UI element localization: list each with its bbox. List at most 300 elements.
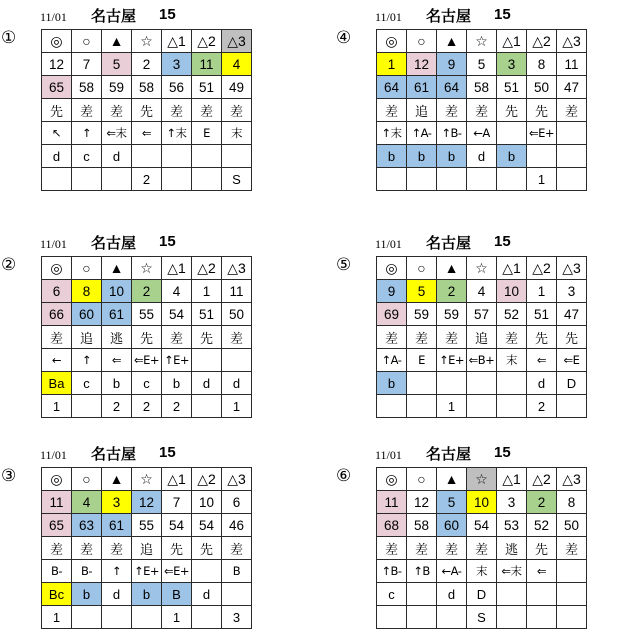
grid-cell: 追 <box>132 537 162 560</box>
grid-cell <box>527 583 557 606</box>
grid-cell: 5 <box>467 53 497 76</box>
grid-cell <box>72 606 102 629</box>
race-number: 15 <box>159 6 176 23</box>
grid-cell: △2 <box>527 30 557 53</box>
grid-cell <box>467 168 497 191</box>
grid-cell: ⇐ <box>527 349 557 372</box>
grid-cell: 11 <box>557 53 587 76</box>
grid-cell <box>192 168 222 191</box>
grid-cell: c <box>377 583 407 606</box>
grid-cell: 先 <box>527 326 557 349</box>
grid-row <box>42 606 252 629</box>
grid-cell: 差 <box>437 326 467 349</box>
grid-cell <box>222 145 252 168</box>
prediction-grid <box>376 467 587 629</box>
grid-cell: 先 <box>192 537 222 560</box>
grid-row <box>42 257 252 280</box>
grid-row <box>377 30 587 53</box>
grid-cell <box>437 606 467 629</box>
grid-cell: 1 <box>222 395 252 418</box>
grid-cell: 50 <box>557 514 587 537</box>
grid-cell: ↑ <box>72 349 102 372</box>
grid-cell <box>467 372 497 395</box>
grid-cell <box>377 606 407 629</box>
grid-cell: ↑ <box>72 122 102 145</box>
grid-cell: 52 <box>497 303 527 326</box>
grid-cell: 差 <box>162 99 192 122</box>
grid-row <box>42 468 252 491</box>
grid-cell: △3 <box>557 257 587 280</box>
grid-cell: b <box>377 145 407 168</box>
panel-6 <box>335 440 635 640</box>
grid-cell <box>467 395 497 418</box>
grid-cell: b <box>102 372 132 395</box>
grid-cell: ⇐ <box>527 560 557 583</box>
grid-cell: ↑A- <box>377 349 407 372</box>
grid-cell: ⇐ <box>132 122 162 145</box>
grid-cell: B <box>162 583 192 606</box>
grid-cell: 差 <box>407 326 437 349</box>
grid-cell: 1 <box>377 53 407 76</box>
grid-cell: 11 <box>377 491 407 514</box>
prediction-grid <box>41 467 252 629</box>
grid-cell: 7 <box>72 53 102 76</box>
grid-row <box>42 349 252 372</box>
grid-cell: 10 <box>102 280 132 303</box>
grid-cell: ◎ <box>42 257 72 280</box>
grid-cell: △3 <box>222 30 252 53</box>
grid-row <box>377 168 587 191</box>
grid-cell: ◎ <box>42 30 72 53</box>
grid-cell: △1 <box>497 257 527 280</box>
grid-cell <box>497 606 527 629</box>
grid-cell <box>222 583 252 606</box>
panel-header <box>0 229 300 255</box>
grid-cell: ◎ <box>377 30 407 53</box>
grid-cell: 差 <box>72 537 102 560</box>
grid-cell: 7 <box>162 491 192 514</box>
grid-cell <box>557 145 587 168</box>
grid-cell: 差 <box>192 99 222 122</box>
grid-cell: 59 <box>437 303 467 326</box>
grid-cell <box>557 395 587 418</box>
date-label: 11/01 <box>40 10 67 24</box>
grid-cell: ⇐E <box>557 349 587 372</box>
grid-row <box>377 257 587 280</box>
grid-cell: 64 <box>377 76 407 99</box>
grid-cell: ◎ <box>377 468 407 491</box>
grid-cell: 12 <box>407 53 437 76</box>
date-label: 11/01 <box>40 448 67 462</box>
grid-cell: ⇐ <box>102 349 132 372</box>
grid-cell: S <box>222 168 252 191</box>
grid-cell: 55 <box>132 303 162 326</box>
grid-cell: ⇐E+ <box>132 349 162 372</box>
grid-cell: d <box>102 145 132 168</box>
grid-cell: 65 <box>42 76 72 99</box>
grid-cell: b <box>72 583 102 606</box>
grid-cell: 51 <box>192 303 222 326</box>
grid-cell: ←A- <box>437 560 467 583</box>
grid-row <box>377 99 587 122</box>
grid-cell: ↑E+ <box>162 349 192 372</box>
grid-cell: 差 <box>102 537 132 560</box>
grid-cell: 差 <box>42 537 72 560</box>
grid-cell: 先 <box>162 537 192 560</box>
grid-cell: ☆ <box>132 257 162 280</box>
grid-cell: B- <box>72 560 102 583</box>
grid-cell <box>497 583 527 606</box>
race-number: 15 <box>494 233 511 250</box>
grid-cell: △2 <box>192 468 222 491</box>
grid-row <box>377 326 587 349</box>
grid-row <box>377 537 587 560</box>
grid-cell: 追 <box>407 99 437 122</box>
grid-cell: △1 <box>162 257 192 280</box>
grid-cell: ⇐E+ <box>162 560 192 583</box>
grid-cell <box>162 145 192 168</box>
grid-cell: ⇐末 <box>102 122 132 145</box>
grid-cell: △1 <box>162 468 192 491</box>
grid-row <box>377 76 587 99</box>
grid-cell: ○ <box>407 468 437 491</box>
grid-cell: ☆ <box>467 257 497 280</box>
grid-cell <box>132 145 162 168</box>
grid-cell: 51 <box>192 76 222 99</box>
panel-5 <box>335 229 635 429</box>
grid-cell <box>557 122 587 145</box>
grid-cell: 47 <box>557 76 587 99</box>
grid-row <box>377 395 587 418</box>
grid-cell: 1 <box>437 395 467 418</box>
grid-row <box>377 303 587 326</box>
panel-1 <box>0 2 300 202</box>
grid-cell: 54 <box>467 514 497 537</box>
date-label: 11/01 <box>375 10 402 24</box>
grid-cell: 6 <box>42 280 72 303</box>
grid-cell: ← <box>42 349 72 372</box>
grid-cell: ▲ <box>437 30 467 53</box>
grid-cell: 58 <box>132 76 162 99</box>
grid-row <box>377 280 587 303</box>
grid-cell: 差 <box>377 326 407 349</box>
grid-cell: ↖ <box>42 122 72 145</box>
grid-cell <box>222 349 252 372</box>
grid-cell: 10 <box>497 280 527 303</box>
grid-cell: ☆ <box>467 30 497 53</box>
grid-cell: ↑A- <box>407 122 437 145</box>
grid-cell: ○ <box>72 468 102 491</box>
grid-cell: 9 <box>437 53 467 76</box>
grid-cell: 差 <box>377 537 407 560</box>
grid-cell: 3 <box>497 53 527 76</box>
grid-cell: D <box>467 583 497 606</box>
grid-row <box>42 76 252 99</box>
venue-label: 名古屋 <box>426 234 472 252</box>
grid-cell: ○ <box>72 257 102 280</box>
grid-cell: 11 <box>42 491 72 514</box>
grid-cell: 46 <box>222 514 252 537</box>
grid-row <box>377 583 587 606</box>
venue-label: 名古屋 <box>426 445 472 463</box>
grid-cell: 2 <box>132 168 162 191</box>
grid-cell: d <box>222 372 252 395</box>
grid-cell: △1 <box>497 468 527 491</box>
grid-cell: Bc <box>42 583 72 606</box>
grid-cell: 差 <box>42 326 72 349</box>
grid-cell: 差 <box>467 537 497 560</box>
grid-cell: 5 <box>407 280 437 303</box>
grid-cell: 追 <box>72 326 102 349</box>
grid-row <box>377 560 587 583</box>
grid-cell: 差 <box>437 537 467 560</box>
grid-cell: 先 <box>527 99 557 122</box>
grid-row <box>42 30 252 53</box>
grid-cell: ↑末 <box>377 122 407 145</box>
grid-cell: 60 <box>437 514 467 537</box>
grid-cell: 49 <box>222 76 252 99</box>
date-label: 11/01 <box>40 237 67 251</box>
grid-cell: b <box>132 583 162 606</box>
grid-cell: 2 <box>102 395 132 418</box>
grid-cell: d <box>42 145 72 168</box>
grid-cell: 4 <box>72 491 102 514</box>
panel-4 <box>335 2 635 202</box>
grid-cell <box>192 145 222 168</box>
grid-cell: 2 <box>132 395 162 418</box>
grid-cell <box>42 168 72 191</box>
grid-row <box>42 145 252 168</box>
grid-cell: 11 <box>192 53 222 76</box>
grid-cell: 10 <box>192 491 222 514</box>
grid-cell: 1 <box>192 280 222 303</box>
grid-cell: 2 <box>132 280 162 303</box>
grid-cell: d <box>192 372 222 395</box>
grid-cell: 58 <box>467 76 497 99</box>
grid-cell: d <box>527 372 557 395</box>
grid-cell: ←A <box>467 122 497 145</box>
grid-cell <box>407 168 437 191</box>
panel-number: ⑥ <box>336 466 352 486</box>
panel-number: ⑤ <box>336 255 352 275</box>
grid-cell: △2 <box>527 257 557 280</box>
grid-cell: c <box>72 372 102 395</box>
grid-cell: b <box>407 145 437 168</box>
grid-cell: 差 <box>497 326 527 349</box>
grid-cell: 5 <box>437 491 467 514</box>
grid-cell <box>102 168 132 191</box>
grid-row <box>42 303 252 326</box>
grid-cell: 先 <box>527 537 557 560</box>
grid-cell: ↑末 <box>162 122 192 145</box>
grid-cell <box>377 168 407 191</box>
grid-cell: 差 <box>72 99 102 122</box>
grid-cell: △1 <box>497 30 527 53</box>
grid-cell: △3 <box>222 257 252 280</box>
grid-cell: d <box>192 583 222 606</box>
grid-cell: S <box>467 606 497 629</box>
grid-row <box>377 349 587 372</box>
grid-cell: ☆ <box>132 30 162 53</box>
race-number: 15 <box>494 444 511 461</box>
grid-cell <box>557 583 587 606</box>
grid-cell: 差 <box>557 99 587 122</box>
grid-cell: 1 <box>42 395 72 418</box>
grid-row <box>42 560 252 583</box>
grid-row <box>377 372 587 395</box>
grid-cell: 末 <box>222 122 252 145</box>
grid-row <box>42 395 252 418</box>
grid-cell: 5 <box>102 53 132 76</box>
grid-cell: 差 <box>162 326 192 349</box>
grid-cell: △1 <box>162 30 192 53</box>
grid-cell: 差 <box>437 99 467 122</box>
grid-row <box>42 372 252 395</box>
race-number: 15 <box>159 444 176 461</box>
grid-cell: 51 <box>527 303 557 326</box>
grid-cell <box>437 372 467 395</box>
grid-cell: 1 <box>527 168 557 191</box>
panel-number: ③ <box>1 466 17 486</box>
date-label: 11/01 <box>375 237 402 251</box>
grid-row <box>42 583 252 606</box>
grid-cell: 54 <box>192 514 222 537</box>
grid-row <box>42 168 252 191</box>
grid-cell: 47 <box>557 303 587 326</box>
grid-cell: ▲ <box>102 257 132 280</box>
grid-cell: 65 <box>42 514 72 537</box>
grid-cell: 2 <box>527 491 557 514</box>
venue-label: 名古屋 <box>91 234 137 252</box>
grid-cell: 4 <box>467 280 497 303</box>
grid-cell: ⇐B+ <box>467 349 497 372</box>
grid-cell: d <box>437 583 467 606</box>
grid-cell <box>497 372 527 395</box>
grid-cell: 61 <box>102 303 132 326</box>
grid-cell <box>72 395 102 418</box>
grid-cell: 先 <box>557 326 587 349</box>
grid-row <box>42 514 252 537</box>
grid-cell: 66 <box>42 303 72 326</box>
grid-cell: 8 <box>72 280 102 303</box>
grid-cell: E <box>407 349 437 372</box>
prediction-grid <box>376 29 587 191</box>
prediction-grid <box>41 256 252 418</box>
grid-cell: 9 <box>377 280 407 303</box>
grid-cell: 51 <box>497 76 527 99</box>
grid-cell <box>407 395 437 418</box>
grid-cell: 1 <box>42 606 72 629</box>
grid-cell <box>407 583 437 606</box>
grid-cell: ▲ <box>102 468 132 491</box>
grid-cell: 差 <box>102 99 132 122</box>
panel-header <box>0 2 300 28</box>
grid-cell: 8 <box>557 491 587 514</box>
grid-cell <box>497 395 527 418</box>
grid-cell <box>72 168 102 191</box>
grid-cell: c <box>72 145 102 168</box>
grid-cell: 11 <box>222 280 252 303</box>
grid-cell: d <box>467 145 497 168</box>
panel-header <box>335 440 635 466</box>
grid-row <box>42 280 252 303</box>
grid-cell: 先 <box>42 99 72 122</box>
grid-cell: b <box>162 372 192 395</box>
panel-header <box>335 2 635 28</box>
grid-cell: 54 <box>162 514 192 537</box>
grid-cell: 末 <box>467 560 497 583</box>
grid-cell: 63 <box>72 514 102 537</box>
panel-number: ① <box>1 28 17 48</box>
grid-row <box>42 53 252 76</box>
grid-cell: 50 <box>527 76 557 99</box>
grid-cell: 60 <box>72 303 102 326</box>
grid-cell: 8 <box>527 53 557 76</box>
prediction-grid <box>376 256 587 418</box>
grid-cell <box>192 349 222 372</box>
panel-2 <box>0 229 300 429</box>
grid-cell: 58 <box>72 76 102 99</box>
grid-row <box>377 606 587 629</box>
grid-cell: 追 <box>467 326 497 349</box>
grid-cell <box>407 606 437 629</box>
panel-3 <box>0 440 300 640</box>
grid-row <box>377 514 587 537</box>
grid-cell <box>407 372 437 395</box>
grid-cell <box>557 168 587 191</box>
grid-cell: ○ <box>72 30 102 53</box>
grid-cell: 64 <box>437 76 467 99</box>
grid-cell <box>192 606 222 629</box>
grid-cell: △2 <box>192 30 222 53</box>
grid-row <box>377 491 587 514</box>
grid-cell: △2 <box>527 468 557 491</box>
grid-cell: D <box>557 372 587 395</box>
grid-cell <box>557 606 587 629</box>
grid-cell: b <box>497 145 527 168</box>
panel-header <box>335 229 635 255</box>
grid-cell: 3 <box>222 606 252 629</box>
grid-cell <box>437 168 467 191</box>
prediction-grid <box>41 29 252 191</box>
grid-row <box>42 122 252 145</box>
grid-cell: 1 <box>162 606 192 629</box>
grid-cell: B <box>222 560 252 583</box>
grid-cell: 61 <box>102 514 132 537</box>
grid-cell: ↑B- <box>437 122 467 145</box>
grid-cell: ⇐E+ <box>527 122 557 145</box>
panel-header <box>0 440 300 466</box>
grid-cell: 12 <box>407 491 437 514</box>
grid-cell: 先 <box>192 326 222 349</box>
grid-cell: ☆ <box>467 468 497 491</box>
grid-cell <box>192 395 222 418</box>
grid-cell <box>527 606 557 629</box>
grid-row <box>42 491 252 514</box>
panel-number: ④ <box>336 28 352 48</box>
grid-cell: 差 <box>467 99 497 122</box>
grid-cell: 1 <box>527 280 557 303</box>
grid-row <box>377 468 587 491</box>
grid-cell: 68 <box>377 514 407 537</box>
grid-cell: B- <box>42 560 72 583</box>
grid-cell: 50 <box>222 303 252 326</box>
grid-row <box>42 326 252 349</box>
grid-cell: △2 <box>192 257 222 280</box>
grid-cell: c <box>132 372 162 395</box>
grid-cell: ↑ <box>102 560 132 583</box>
grid-cell: 69 <box>377 303 407 326</box>
